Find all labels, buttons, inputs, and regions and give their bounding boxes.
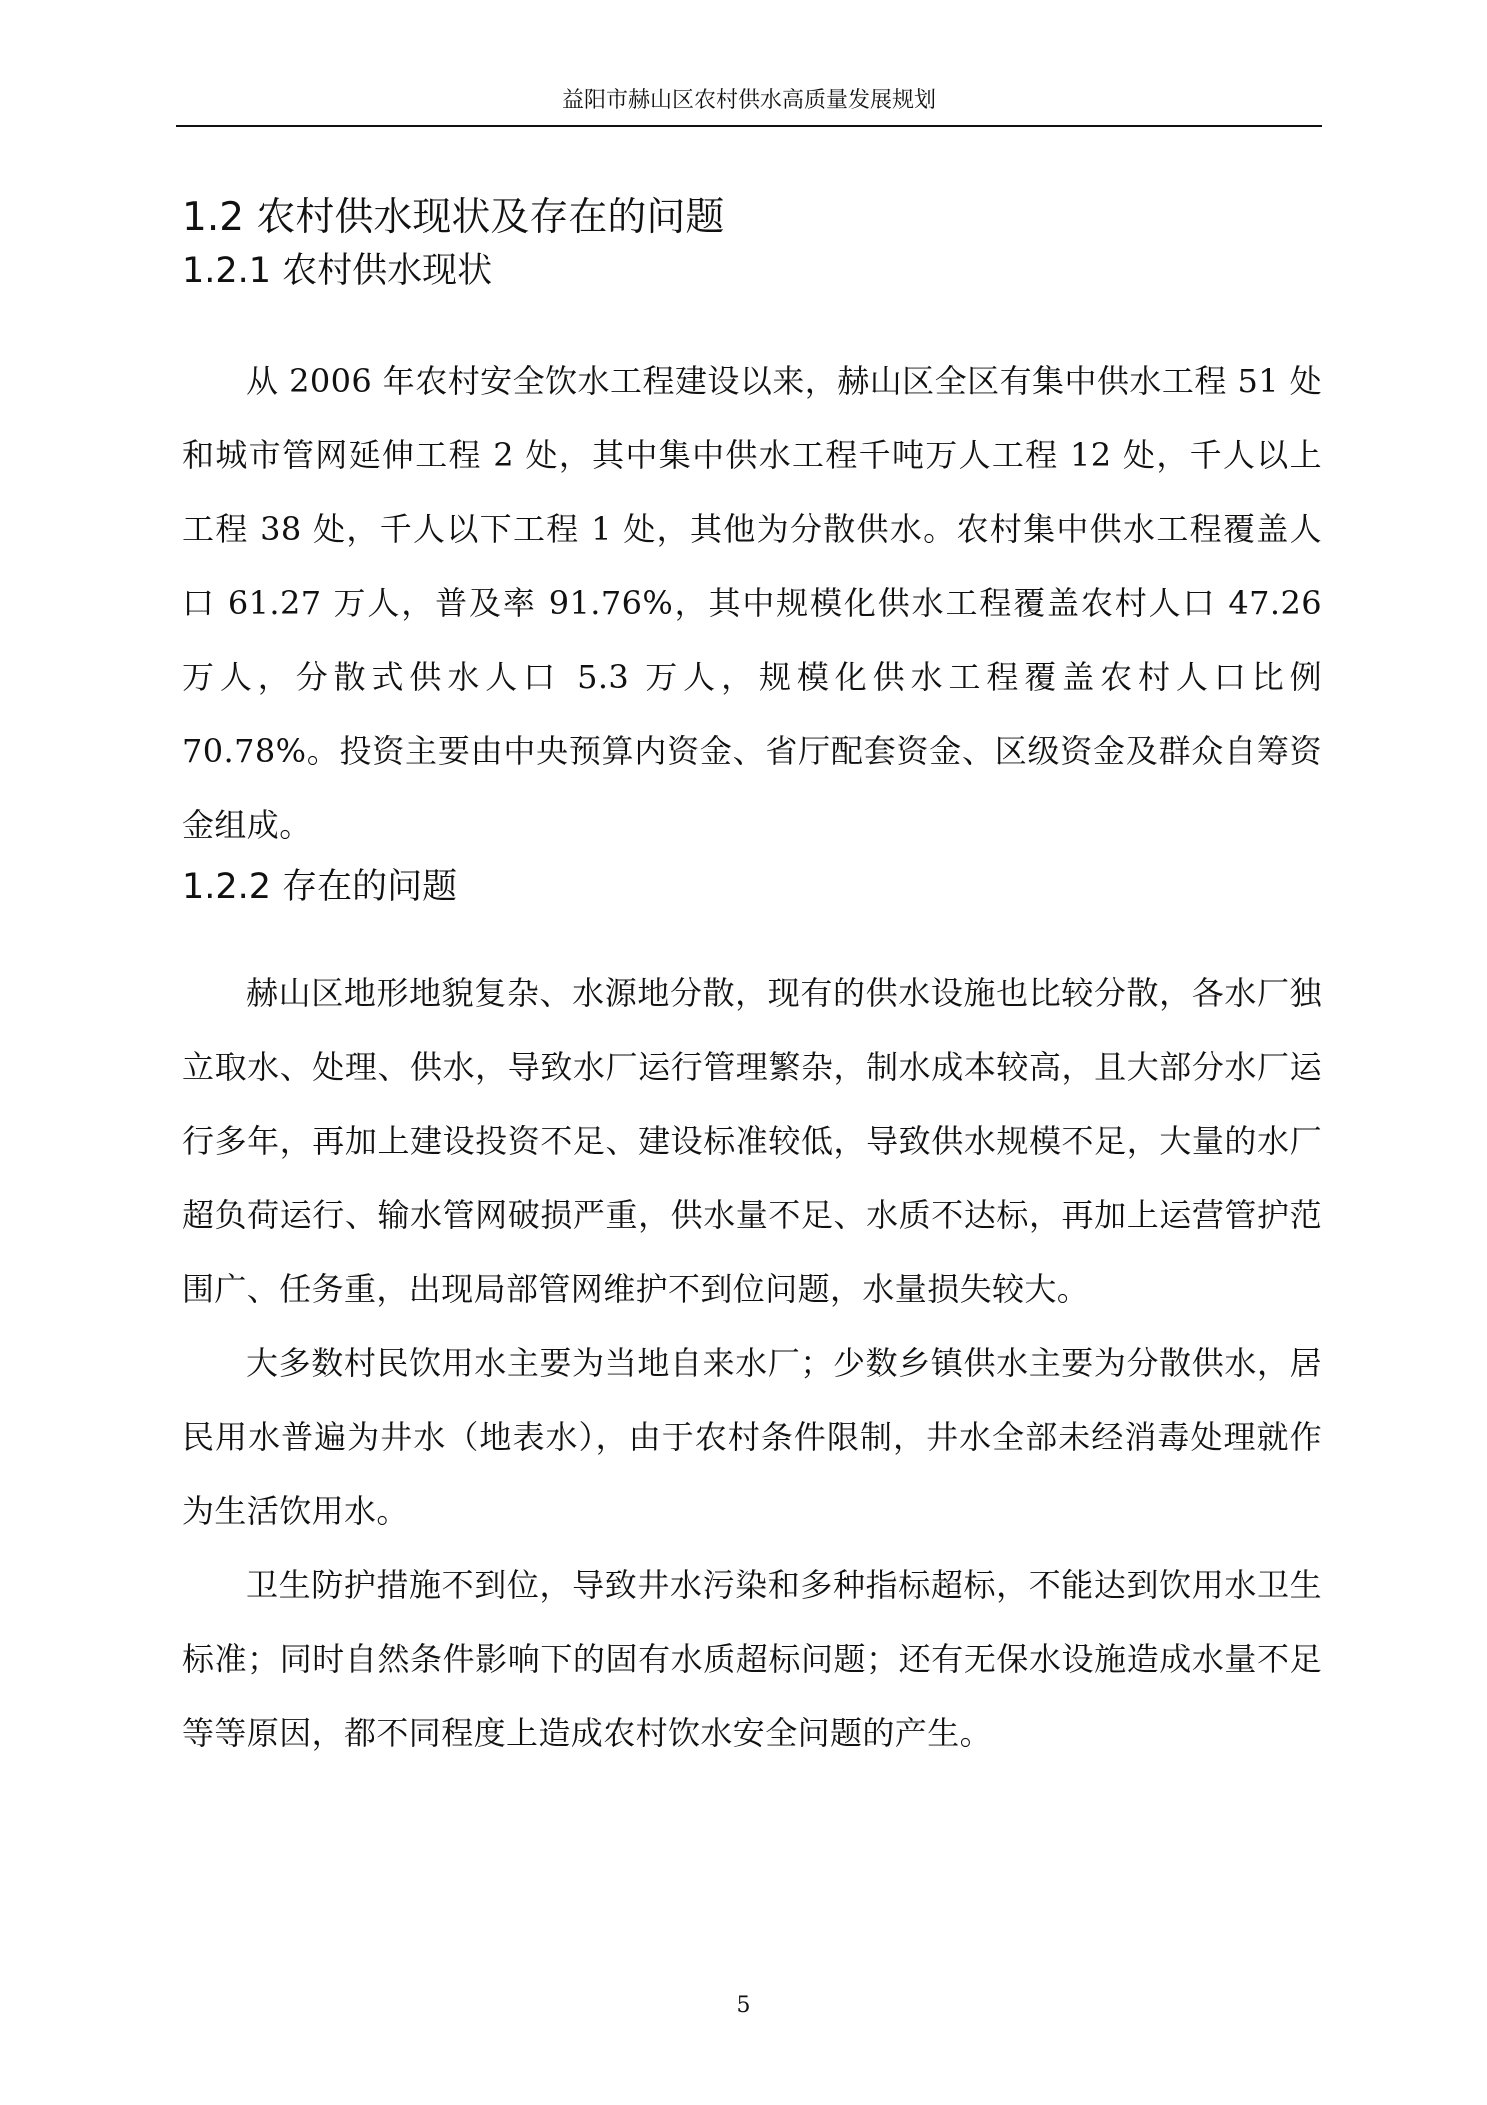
subsection-title-current-status: 1.2.1 农村供水现状 xyxy=(182,251,493,291)
header-divider xyxy=(176,125,1322,127)
paragraph-problems-3: 卫生防护措施不到位，导致井水污染和多种指标超标，不能达到饮用水卫生标准；同时自然条件影响下的固有水质超标问题；还有无保水设施造成水量不足等等原因，都不同程度上造成农村饮水安全问题的产生。 xyxy=(182,1566,1322,1752)
section-title: 1.2 农村供水现状及存在的问题 xyxy=(182,195,725,240)
page-body xyxy=(182,190,1322,1770)
page-number: 5 xyxy=(736,1993,751,2018)
paragraph-problems-2: 大多数村民饮用水主要为当地自来水厂；少数乡镇供水主要为分散供水，居民用水普遍为井水（地表水），由于农村条件限制，井水全部未经消毒处理就作为生活饮用水。 xyxy=(182,1344,1322,1530)
paragraph-current-status: 从 2006 年农村安全饮水工程建设以来，赫山区全区有集中供水工程 51 处和城市管网延伸工程 2 处，其中集中供水工程千吨万人工程 12 处，千人以上工程 38 处，千人以下工程 1 处，其他为分散供水。农村集中供水工程覆盖人口 61.27 万人，普及率 91.76%，其中规模化供水工程覆盖农村人口 47.26 万人，分散式供水人口 5.3 万人，规模化供水工程覆盖农村人口比例 70.78%。投资主要由中央预算内资金、省厅配套资金、区级资金及群众自筹资金组成。 xyxy=(182,362,1322,844)
running-header: 益阳市赫山区农村供水高质量发展规划 xyxy=(561,88,936,113)
subsection-title-problems: 1.2.2 存在的问题 xyxy=(182,867,458,907)
paragraph-problems-1: 赫山区地形地貌复杂、水源地分散，现有的供水设施也比较分散，各水厂独立取水、处理、供水，导致水厂运行管理繁杂，制水成本较高，且大部分水厂运行多年，再加上建设投资不足、建设标准较低，导致供水规模不足，大量的水厂超负荷运行、输水管网破损严重，供水量不足、水质不达标，再加上运营管护范围广、任务重，出现局部管网维护不到位问题，水量损失较大。 xyxy=(182,974,1322,1308)
